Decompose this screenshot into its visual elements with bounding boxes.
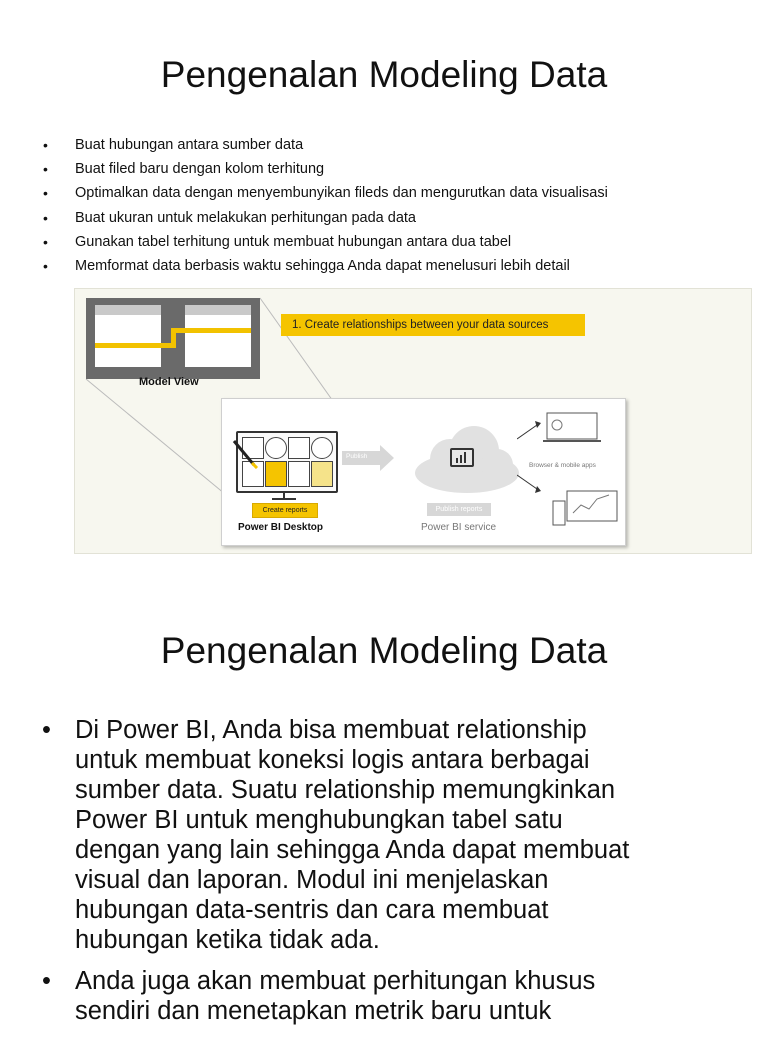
pencil-icon bbox=[230, 439, 260, 469]
text-line: sendiri dan menetapkan metrik baru untuk bbox=[75, 997, 552, 1025]
bullet-list bbox=[40, 715, 760, 1037]
workflow-panel bbox=[221, 398, 626, 546]
slide-title: Pengenalan Modeling Data bbox=[160, 630, 608, 671]
slide-title: Pengenalan Modeling Data bbox=[160, 54, 608, 95]
list-item: • Buat filed baru dengan kolom terhitung bbox=[40, 157, 760, 181]
monitor-stand bbox=[283, 491, 285, 498]
text-line: • Anda juga akan membuat perhitungan khusus bbox=[75, 967, 596, 995]
publish-label: Publish bbox=[346, 453, 368, 460]
list-item: • Optimalkan data dengan menyembunyikan fileds dan mengurutkan data visualisasi bbox=[40, 181, 760, 205]
desktop-monitor-icon bbox=[236, 431, 338, 493]
list-item: • Buat hubungan antara sumber data bbox=[40, 133, 760, 157]
model-view-thumbnail bbox=[86, 298, 260, 379]
monitor-base bbox=[272, 498, 296, 500]
bullet-list bbox=[40, 133, 760, 278]
create-reports-label: Create reports bbox=[252, 503, 318, 518]
text-line: dengan yang lain sehingga Anda dapat membuat bbox=[75, 836, 630, 864]
callout-banner: 1. Create relationships between your data sources bbox=[281, 314, 585, 336]
text-line: hubungan data-sentris dan cara membuat bbox=[75, 896, 549, 924]
table-card bbox=[185, 305, 251, 367]
text-line: sumber data. Suatu relationship memungkinkan bbox=[75, 776, 616, 804]
power-bi-chart-icon bbox=[450, 448, 474, 467]
power-bi-workflow-diagram bbox=[74, 288, 752, 554]
publish-reports-label: Publish reports bbox=[427, 503, 491, 516]
list-item bbox=[40, 966, 760, 1026]
power-bi-service-label: Power BI service bbox=[421, 522, 497, 533]
list-item bbox=[40, 715, 760, 955]
browser-mobile-apps-label: Browser & mobile apps bbox=[529, 462, 596, 469]
model-view-label: Model View bbox=[139, 376, 199, 388]
text-line: • Di Power BI, Anda bisa membuat relationship bbox=[75, 716, 587, 744]
text-line: hubungan ketika tidak ada. bbox=[75, 926, 380, 954]
list-item: • Memformat data berbasis waktu sehingga Anda dapat menelusuri lebih detail bbox=[40, 254, 760, 278]
text-line: Power BI untuk menghubungkan tabel satu bbox=[75, 806, 563, 834]
text-line: untuk membuat koneksi logis antara berbagai bbox=[75, 746, 590, 774]
power-bi-desktop-label: Power BI Desktop bbox=[238, 522, 324, 533]
devices-icon bbox=[517, 409, 625, 545]
list-item: • Buat ukuran untuk melakukan perhitungan pada data bbox=[40, 206, 760, 230]
list-item: • Gunakan tabel terhitung untuk membuat hubungan antara dua tabel bbox=[40, 230, 760, 254]
table-card bbox=[95, 305, 161, 367]
relationship-line bbox=[95, 343, 174, 348]
text-line: visual dan laporan. Modul ini menjelaskan bbox=[75, 866, 549, 894]
relationship-line bbox=[171, 328, 251, 333]
